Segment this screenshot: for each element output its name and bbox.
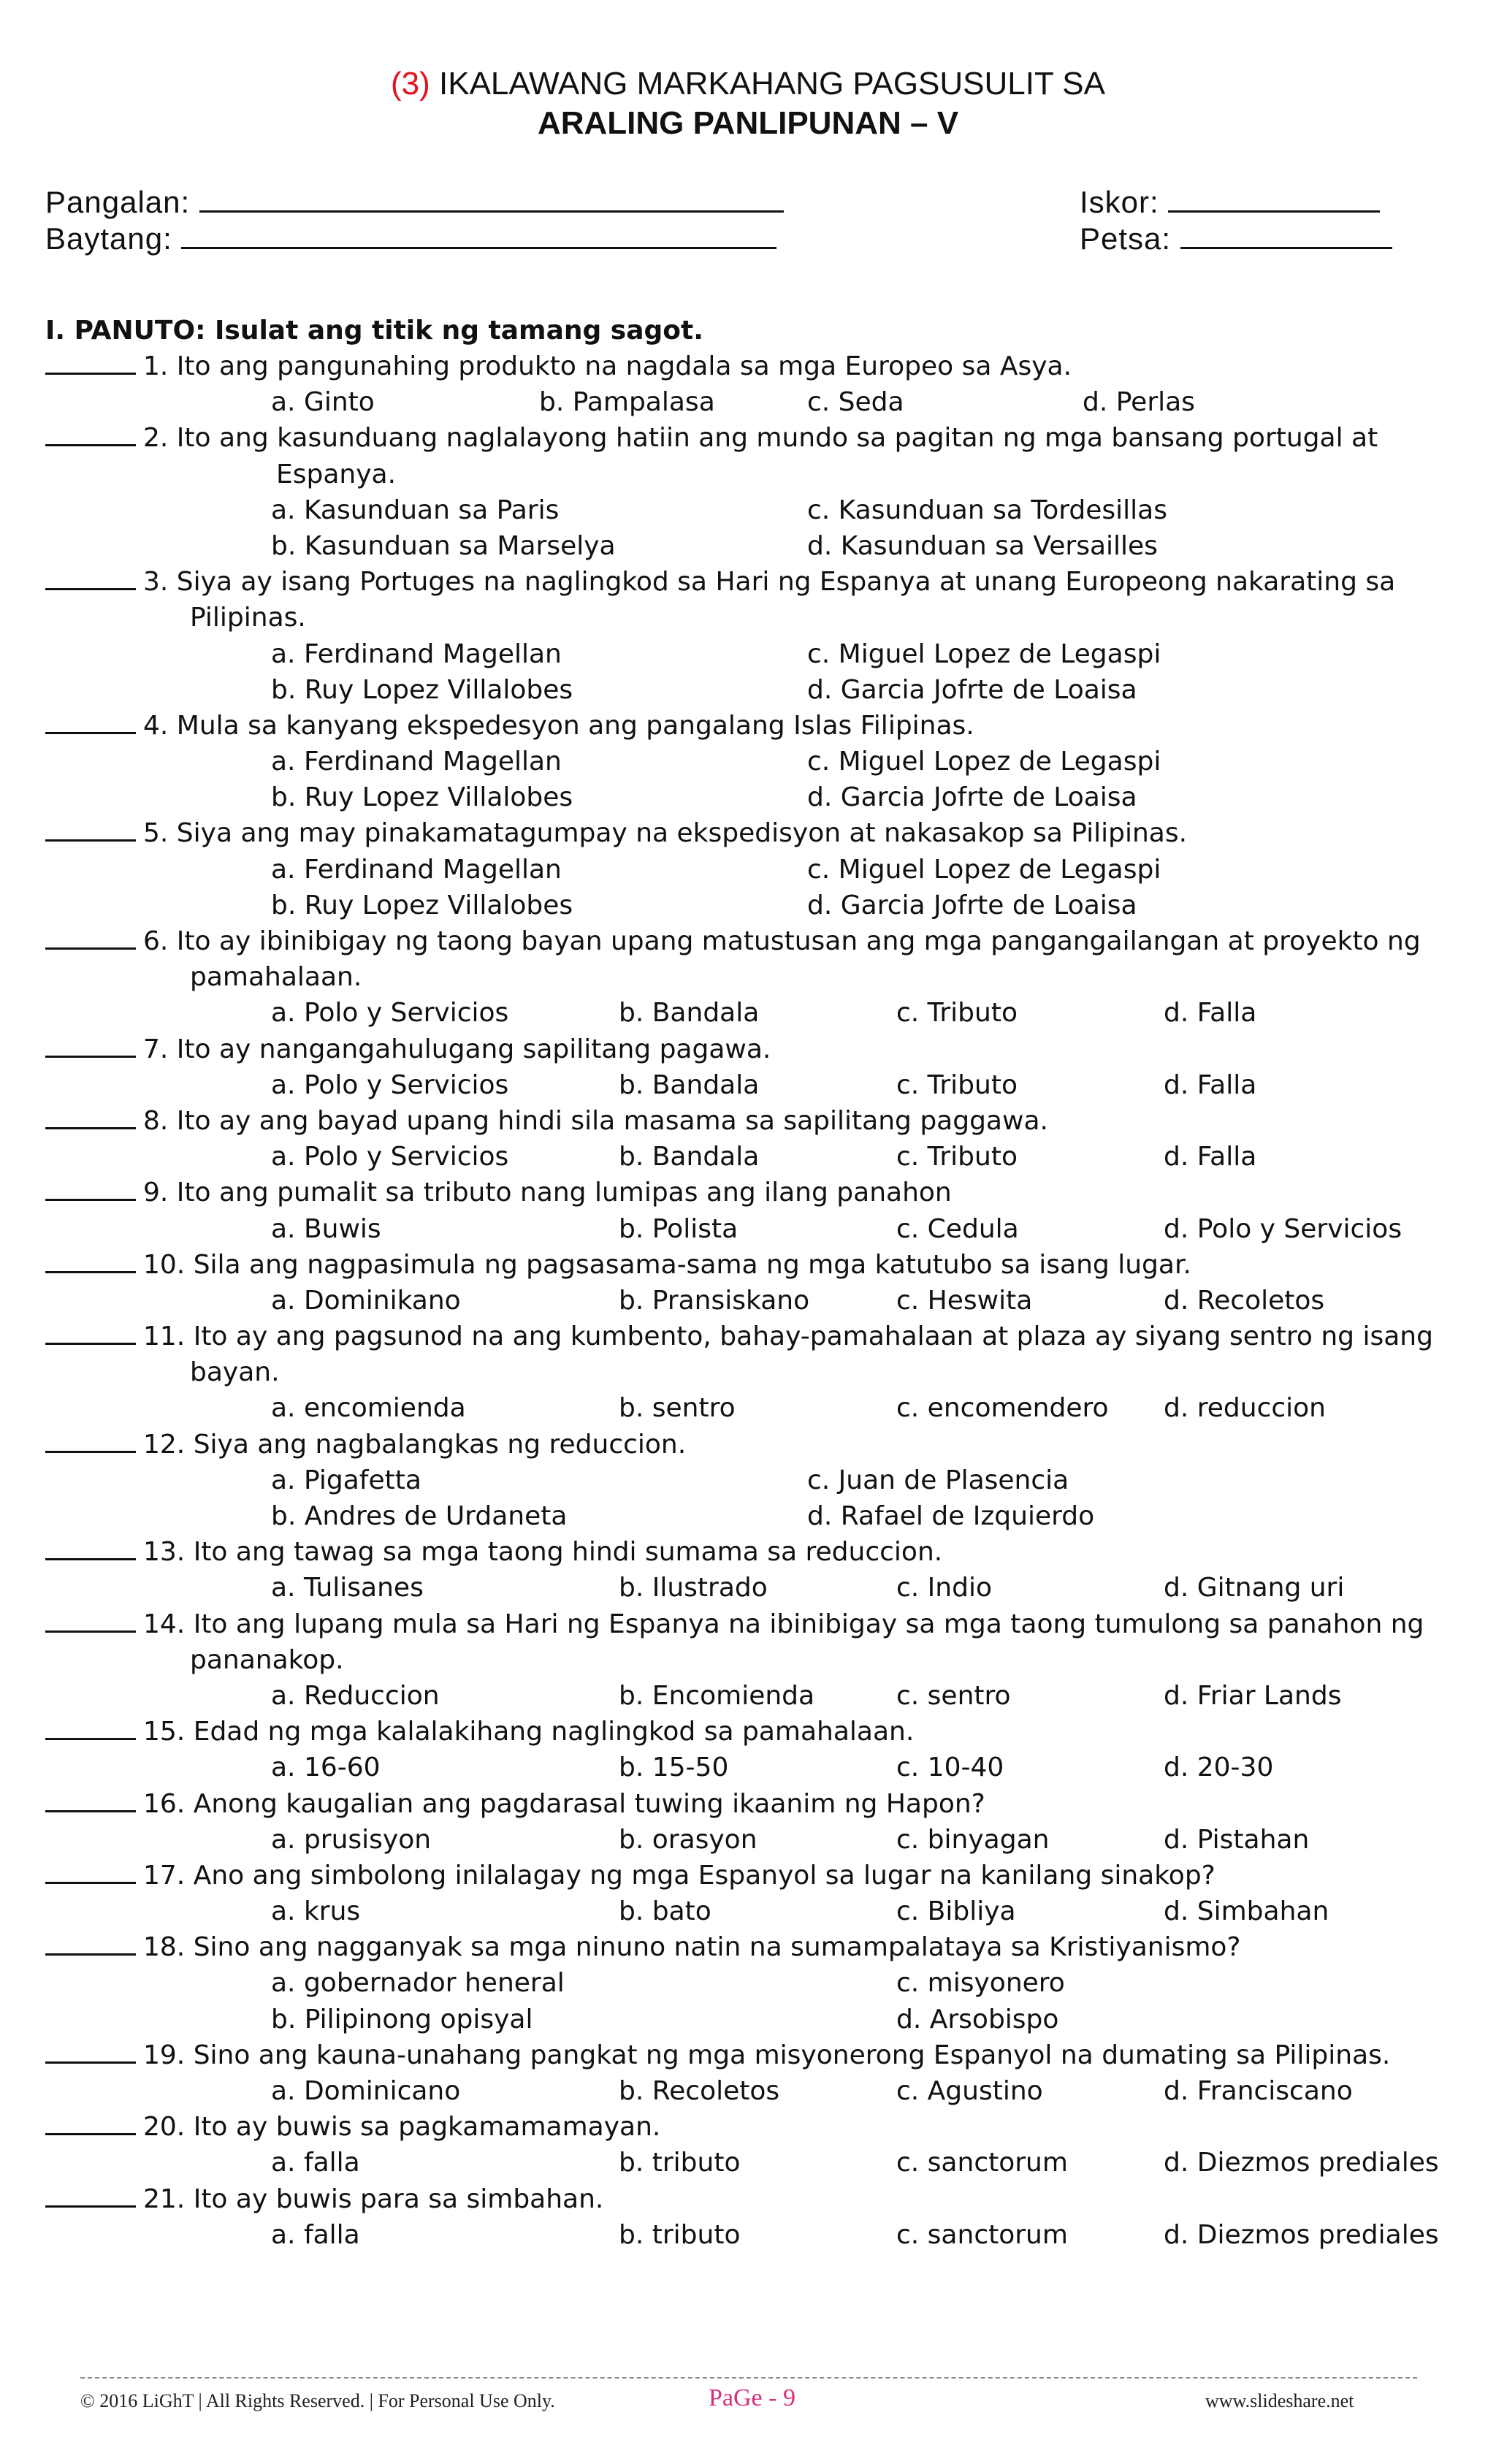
name-label: Pangalan: (45, 185, 191, 219)
choice-c: c. sanctorum (896, 2219, 1068, 2250)
question-text: 2. Ito ang kasunduang naglalayong hatiin ang mundo sa pagitan ng mga bansang portugal at (143, 423, 1378, 454)
question-16 (45, 1786, 1462, 1822)
choice-d: d. Gitnang uri (1164, 1573, 1345, 1603)
question-text: 20. Ito ay buwis sa pagkamamamayan. (143, 2112, 661, 2143)
answer-blank-1[interactable] (45, 351, 136, 375)
choice-c: c. misyonero (896, 1968, 1065, 1999)
choice-a: a. Ferdinand Magellan (271, 638, 562, 669)
answer-blank-17[interactable] (45, 1860, 136, 1884)
questions-section (45, 313, 1462, 2253)
question-text: 3. Siya ay isang Portuges na naglingkod sa Hari ng Espanya at unang Europeong nakarating sa (143, 567, 1396, 598)
question-19 (45, 2037, 1462, 2073)
answer-blank-9[interactable] (45, 1177, 136, 1201)
choices-row (45, 636, 1462, 672)
score-label: Iskor: (1080, 185, 1159, 219)
question-15 (45, 1714, 1462, 1750)
score-line[interactable] (1168, 183, 1380, 213)
choices-row (45, 2002, 1462, 2037)
choices-row (45, 1498, 1462, 1534)
choice-a: a. Tulisanes (271, 1573, 424, 1603)
choice-c: c. Miguel Lopez de Legaspi (807, 638, 1161, 669)
choice-a: a. Kasunduan sa Paris (271, 495, 560, 525)
choice-d: d. Garcia Jofrte de Loaisa (807, 890, 1137, 920)
choice-b: b. Kasunduan sa Marselya (271, 530, 616, 561)
question-text: 11. Ito ay ang pagsunod na ang kumbento, bahay-pamahalaan at plaza ay siyang sentro ng isang (143, 1321, 1433, 1352)
question-text: 6. Ito ay ibinibigay ng taong bayan upang matustusan ang mga pangangailangan at proyekto ng (143, 926, 1421, 956)
question-text: 21. Ito ay buwis para sa simbahan. (143, 2183, 604, 2214)
choice-c: c. Tributo (896, 1069, 1018, 1100)
choice-a: a. Pigafetta (271, 1465, 421, 1495)
question-1 (45, 348, 1462, 384)
choices-row (45, 528, 1462, 564)
question-7 (45, 1031, 1462, 1067)
question-text: 14. Ito ang lupang mula sa Hari ng Espanya na ibinibigay sa mga taong tumulong sa panahon ng (143, 1609, 1424, 1639)
choice-d: d. reduccion (1164, 1393, 1326, 1424)
choices-row (45, 744, 1462, 779)
choice-c: c. Heswita (896, 1285, 1033, 1316)
choice-d: d. Simbahan (1164, 1896, 1329, 1927)
choices-row (45, 852, 1462, 888)
footer-divider (80, 2377, 1417, 2379)
choice-a: a. Buwis (271, 1213, 381, 1244)
answer-blank-7[interactable] (45, 1034, 136, 1058)
choice-d: d. 20-30 (1164, 1752, 1274, 1783)
choice-c: c. Cedula (896, 1213, 1019, 1244)
date-label: Petsa: (1080, 221, 1172, 256)
choice-d: d. Recoletos (1164, 1285, 1325, 1316)
choices-row (45, 1139, 1462, 1175)
choices-row (45, 1067, 1462, 1103)
choices-row (45, 2073, 1462, 2109)
choice-b: b. Bandala (619, 1069, 760, 1100)
choice-a: a. Reduccion (271, 1680, 440, 1711)
answer-blank-13[interactable] (45, 1536, 136, 1560)
choice-a: a. krus (271, 1896, 361, 1927)
question-5 (45, 815, 1462, 851)
question-text: 1. Ito ang pangunahing produkto na nagdala sa mga Europeo sa Asya. (143, 351, 1072, 381)
date-field[interactable] (1080, 219, 1392, 259)
header-title-text: IKALAWANG MARKAHANG PAGSUSULIT SA (430, 66, 1105, 102)
name-line[interactable] (199, 183, 784, 213)
question-text: 18. Sino ang nagganyak sa mga ninuno natin na sumampalataya sa Kristiyanismo? (143, 1932, 1241, 1963)
question-4 (45, 708, 1462, 744)
choice-a: a. Ginto (271, 387, 375, 418)
choice-a: a. Ferdinand Magellan (271, 854, 562, 885)
choices-row (45, 1678, 1462, 1714)
choice-b: b. Ilustrado (619, 1573, 768, 1603)
choice-d: d. Perlas (1083, 387, 1195, 418)
question-20 (45, 2109, 1462, 2145)
question-text-cont: pamahalaan. (190, 962, 362, 993)
choice-d: d. Arsobispo (896, 2004, 1059, 2034)
choice-b: b. tributo (619, 2219, 741, 2250)
answer-blank-3[interactable] (45, 566, 136, 590)
answer-blank-4[interactable] (45, 710, 136, 734)
footer-copyright: © 2016 LiGhT | All Rights Reserved. | For Personal Use Only. (80, 2390, 555, 2411)
answer-blank-6[interactable] (45, 926, 136, 950)
choice-d: d. Kasunduan sa Versailles (807, 530, 1158, 561)
answer-blank-8[interactable] (45, 1105, 136, 1129)
question-text-cont: Espanya. (276, 459, 397, 489)
answer-blank-18[interactable] (45, 1931, 136, 1956)
choice-a: a. Polo y Servicios (271, 1069, 509, 1100)
choice-b: b. Pilipinong opisyal (271, 2004, 533, 2034)
question-text: 12. Siya ang nagbalangkas ng reduccion. (143, 1429, 687, 1460)
choice-a: a. falla (271, 2148, 360, 2178)
choice-a: a. 16-60 (271, 1752, 381, 1783)
question-text-cont: pananakop. (190, 1644, 344, 1675)
grade-field[interactable] (45, 219, 776, 259)
answer-blank-12[interactable] (45, 1429, 136, 1453)
choices-row (45, 1893, 1462, 1929)
choice-b: b. Pransiskano (619, 1285, 810, 1316)
choices-row (45, 1822, 1462, 1858)
choice-b: b. 15-50 (619, 1752, 729, 1783)
choice-a: a. Polo y Servicios (271, 998, 509, 1029)
choice-b: b. bato (619, 1896, 711, 1927)
question-18 (45, 1929, 1462, 1965)
question-14 (45, 1606, 1462, 1642)
choice-a: a. prusisyon (271, 1824, 432, 1855)
question-text: 16. Anong kaugalian ang pagdarasal tuwing ikaanim ng Hapon? (143, 1788, 985, 1819)
choice-c: c. sentro (896, 1680, 1011, 1711)
question-text: 19. Sino ang kauna-unahang pangkat ng mga misyonerong Espanyol na dumating sa Pilipinas. (143, 2040, 1391, 2070)
choices-row (45, 2217, 1462, 2253)
choice-c: c. Indio (896, 1573, 992, 1603)
choice-d: d. Friar Lands (1164, 1680, 1342, 1711)
choice-b: b. Ruy Lopez Villalobes (271, 674, 573, 705)
question-text-cont: bayan. (190, 1357, 280, 1388)
grade-line[interactable] (181, 219, 776, 249)
choices-row (45, 672, 1462, 708)
choice-b: b. Polista (619, 1213, 739, 1244)
answer-blank-15[interactable] (45, 1716, 136, 1740)
choice-b: b. Bandala (619, 998, 760, 1029)
question-12 (45, 1427, 1462, 1462)
question-21 (45, 2181, 1462, 2217)
question-text: 17. Ano ang simbolong inilalagay ng mga Espanyol sa lugar na kanilang sinakop? (143, 1860, 1216, 1891)
choice-d: d. Diezmos prediales (1164, 2219, 1439, 2250)
question-2 (45, 420, 1462, 456)
choice-b: b. Pampalasa (539, 387, 715, 418)
question-text: 8. Ito ay ang bayad upang hindi sila masama sa sapilitang paggawa. (143, 1105, 1048, 1136)
choice-d: d. Franciscano (1164, 2076, 1353, 2106)
footer-page-number: PaGe - 9 (709, 2384, 795, 2411)
choices-row (45, 492, 1462, 528)
choice-c: c. sanctorum (896, 2148, 1068, 2178)
name-field[interactable] (45, 183, 784, 222)
question-text: 13. Ito ang tawag sa mga taong hindi sumama sa reduccion. (143, 1537, 943, 1568)
question-3 (45, 564, 1462, 600)
answer-blank-2[interactable] (45, 422, 136, 446)
question-13 (45, 1534, 1462, 1570)
question-text: 7. Ito ay nangangahulugang sapilitang pagawa. (143, 1034, 771, 1064)
answer-blank-21[interactable] (45, 2183, 136, 2208)
choices-row (45, 1750, 1462, 1785)
answer-blank-11[interactable] (45, 1321, 136, 1345)
choice-c: c. Tributo (896, 998, 1018, 1029)
instruction: I. PANUTO: Isulat ang titik ng tamang sagot. (45, 316, 703, 346)
choices-row (45, 888, 1462, 923)
exam-number: (3) (391, 66, 430, 102)
choice-d: d. Falla (1164, 1142, 1257, 1172)
question-10 (45, 1247, 1462, 1283)
choices-row (45, 779, 1462, 815)
choice-a: a. gobernador heneral (271, 1968, 565, 1999)
choice-b: b. Ruy Lopez Villalobes (271, 782, 573, 813)
choices-row (45, 1211, 1462, 1247)
choice-c: c. Bibliya (896, 1896, 1016, 1927)
choices-row (45, 1390, 1462, 1426)
choice-c: c. Seda (807, 387, 904, 418)
question-17 (45, 1858, 1462, 1893)
choice-b: b. orasyon (619, 1824, 757, 1855)
choice-c: c. encomendero (896, 1393, 1109, 1424)
header-title-line1 (0, 64, 1496, 104)
question-8 (45, 1103, 1462, 1139)
choice-c: c. binyagan (896, 1824, 1050, 1855)
choice-b: b. Ruy Lopez Villalobes (271, 890, 573, 920)
choice-b: b. sentro (619, 1393, 736, 1424)
choices-row (45, 2145, 1462, 2181)
answer-blank-19[interactable] (45, 2040, 136, 2064)
choices-row (45, 384, 1462, 420)
question-11 (45, 1319, 1462, 1354)
choice-c: c. Kasunduan sa Tordesillas (807, 495, 1167, 525)
choices-row (45, 1965, 1462, 2001)
question-text: 5. Siya ang may pinakamatagumpay na ekspedisyon at nakasakop sa Pilipinas. (143, 818, 1188, 849)
choices-row (45, 1570, 1462, 1606)
choice-d: d. Garcia Jofrte de Loaisa (807, 674, 1137, 705)
date-line[interactable] (1180, 219, 1392, 249)
choice-c: c. Agustino (896, 2076, 1043, 2106)
choice-c: c. 10-40 (896, 1752, 1004, 1783)
choice-d: d. Garcia Jofrte de Loaisa (807, 782, 1137, 813)
answer-blank-16[interactable] (45, 1788, 136, 1812)
choices-row (45, 995, 1462, 1031)
choice-b: b. Andres de Urdaneta (271, 1501, 568, 1531)
choice-d: d. Falla (1164, 998, 1257, 1029)
choices-row (45, 1462, 1462, 1498)
choice-a: a. Ferdinand Magellan (271, 747, 562, 777)
choice-a: a. Polo y Servicios (271, 1142, 509, 1172)
exam-header (0, 64, 1496, 143)
choice-b: b. Recoletos (619, 2076, 780, 2106)
choice-b: b. Bandala (619, 1142, 760, 1172)
question-text: 10. Sila ang nagpasimula ng pagsasama-sama ng mga katutubo sa isang lugar. (143, 1249, 1191, 1280)
choice-c: c. Juan de Plasencia (807, 1465, 1069, 1495)
answer-blank-20[interactable] (45, 2111, 136, 2135)
answer-blank-5[interactable] (45, 817, 136, 842)
question-6 (45, 923, 1462, 959)
choice-d: d. Pistahan (1164, 1824, 1310, 1855)
choice-a: a. encomienda (271, 1393, 466, 1424)
question-text-cont: Pilipinas. (190, 603, 306, 633)
choice-a: a. Dominicano (271, 2076, 461, 2106)
score-field[interactable] (1080, 183, 1380, 222)
choices-row (45, 1283, 1462, 1319)
choice-d: d. Polo y Servicios (1164, 1213, 1402, 1244)
choice-a: a. falla (271, 2219, 360, 2250)
choice-d: d. Rafael de Izquierdo (807, 1501, 1095, 1531)
choice-b: b. Encomienda (619, 1680, 815, 1711)
question-text: 9. Ito ang pumalit sa tributo nang lumipas ang ilang panahon (143, 1178, 952, 1208)
question-9 (45, 1175, 1462, 1210)
choice-d: d. Falla (1164, 1069, 1257, 1100)
question-text: 4. Mula sa kanyang ekspedesyon ang pangalang Islas Filipinas. (143, 710, 974, 741)
choice-d: d. Diezmos prediales (1164, 2148, 1439, 2178)
choice-b: b. tributo (619, 2148, 741, 2178)
choice-c: c. Miguel Lopez de Legaspi (807, 747, 1161, 777)
grade-label: Baytang: (45, 221, 172, 256)
header-title-line2: ARALING PANLIPUNAN – V (537, 105, 959, 141)
footer-site-link[interactable]: www.slideshare.net (1205, 2390, 1354, 2411)
choice-a: a. Dominikano (271, 1285, 461, 1316)
answer-blank-14[interactable] (45, 1609, 136, 1633)
question-text: 15. Edad ng mga kalalakihang naglingkod sa pamahalaan. (143, 1717, 915, 1747)
answer-blank-10[interactable] (45, 1249, 136, 1273)
choice-c: c. Tributo (896, 1142, 1018, 1172)
choice-c: c. Miguel Lopez de Legaspi (807, 854, 1161, 885)
